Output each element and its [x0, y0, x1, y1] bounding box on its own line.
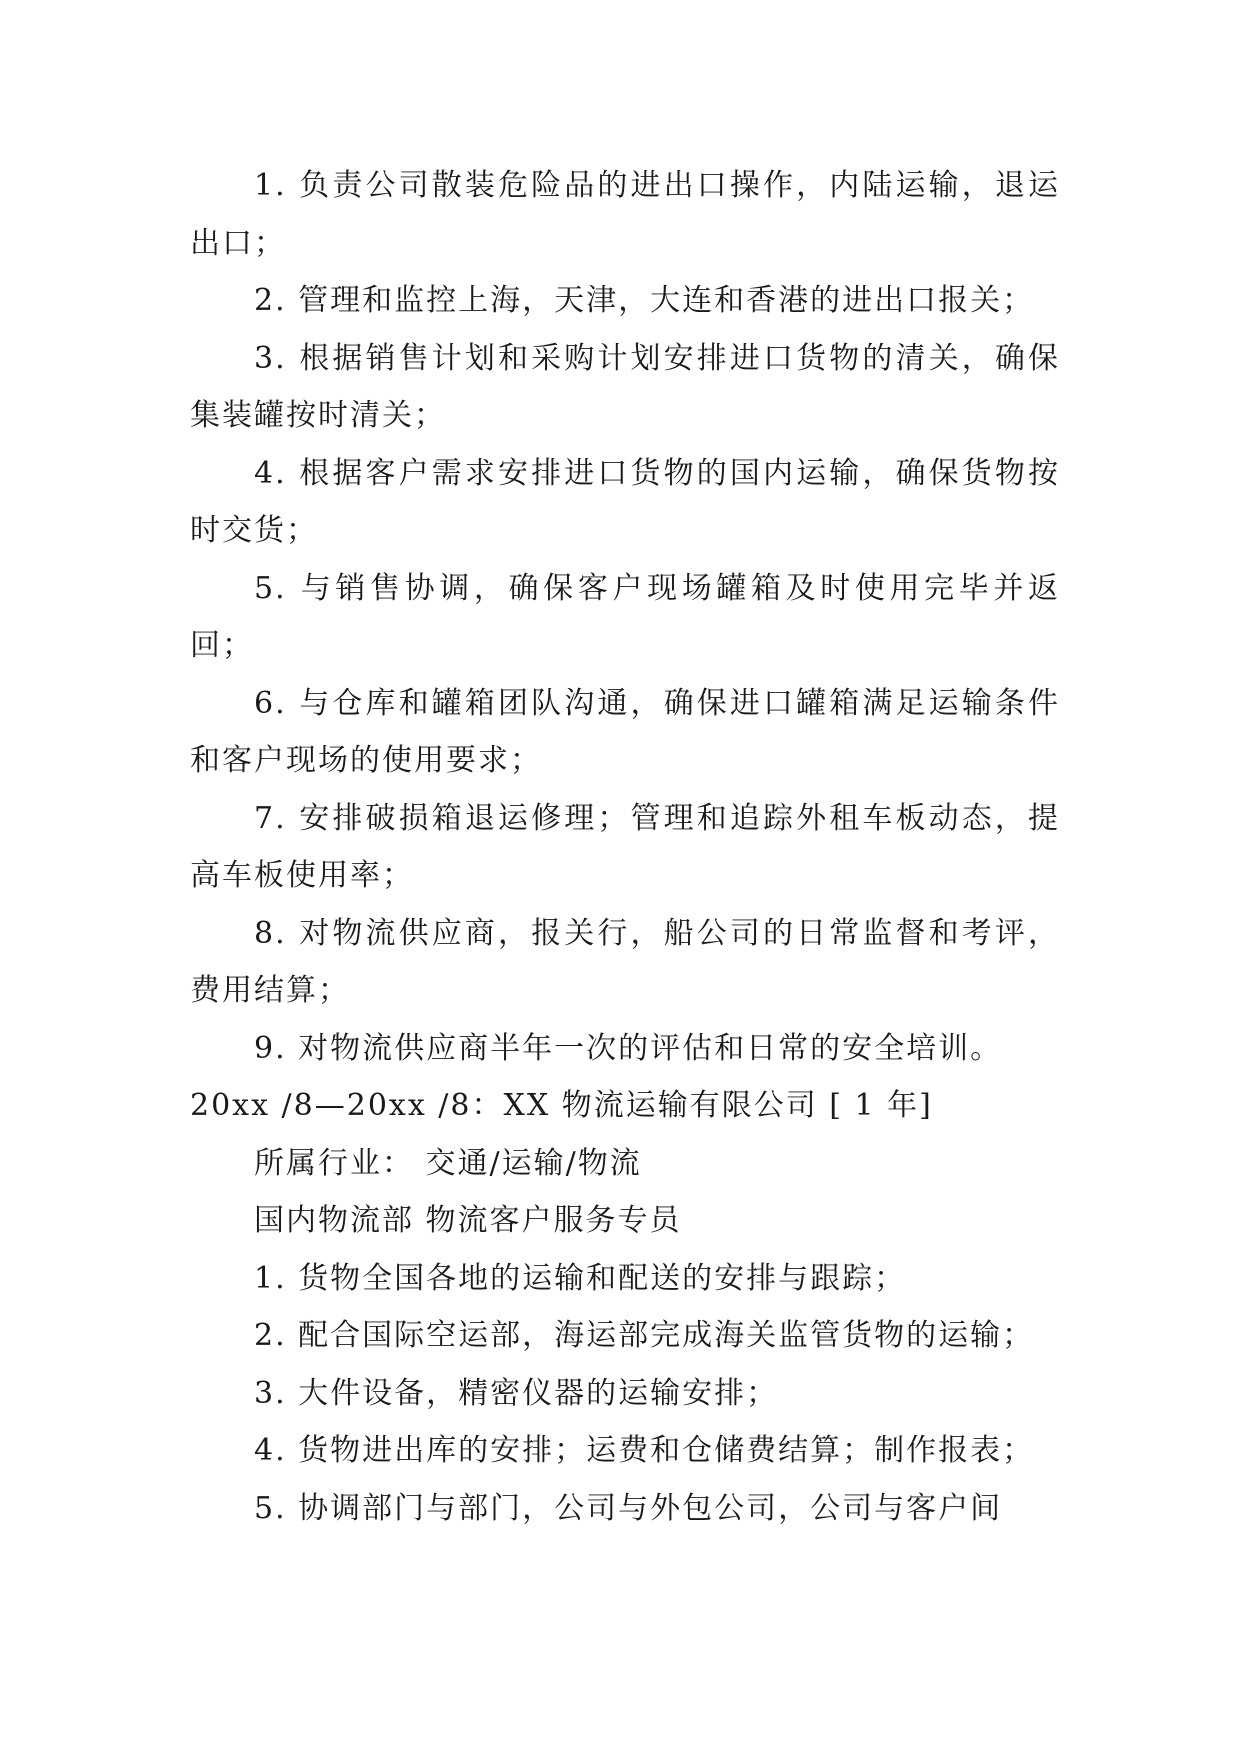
paragraph-duty-8: 8. 对物流供应商，报关行，船公司的日常监督和考评，费用结算； [190, 915, 1060, 1008]
document-body [190, 157, 1060, 1537]
paragraph-service-duty-3: 3. 大件设备，精密仪器的运输安排； [254, 1375, 779, 1411]
paragraph-service-duty-1: 1. 货物全国各地的运输和配送的安排与跟踪； [254, 1260, 907, 1296]
paragraph-duty-9: 9. 对物流供应商半年一次的评估和日常的安全培训。 [254, 1030, 1003, 1066]
paragraph-service-duty-5: 5. 协调部门与部门，公司与外包公司，公司与客户间 [254, 1490, 1003, 1526]
paragraph-duty-2: 2. 管理和监控上海，天津，大连和香港的进出口报关； [254, 283, 1035, 318]
industry-line: 所属行业： 交通/运输/物流 [254, 1145, 642, 1181]
paragraph-duty-4: 4. 根据客户需求安排进口货物的国内运输，确保货物按时交货； [190, 455, 1060, 548]
paragraph-duty-3: 3. 根据销售计划和采购计划安排进口货物的清关，确保集装罐按时清关； [190, 340, 1060, 433]
paragraph-duty-6: 6. 与仓库和罐箱团队沟通，确保进口罐箱满足运输条件和客户现场的使用要求； [190, 685, 1060, 778]
paragraph-service-duty-2: 2. 配合国际空运部，海运部完成海关监管货物的运输； [254, 1318, 1035, 1353]
department-position-line: 国内物流部 物流客户服务专员 [254, 1203, 682, 1238]
employment-period-heading: 20xx /8—20xx /8：XX 物流运输有限公司 [ 1 年] [190, 1088, 933, 1123]
paragraph-service-duty-4: 4. 货物进出库的安排；运费和仓储费结算；制作报表； [254, 1433, 1035, 1468]
paragraph-duty-1: 1. 负责公司散装危险品的进出口操作，内陆运输，退运出口； [190, 168, 1060, 261]
paragraph-duty-5: 5. 与销售协调，确保客户现场罐箱及时使用完毕并返回； [190, 570, 1060, 663]
paragraph-duty-7: 7. 安排破损箱退运修理；管理和追踪外租车板动态，提高车板使用率； [190, 800, 1060, 893]
